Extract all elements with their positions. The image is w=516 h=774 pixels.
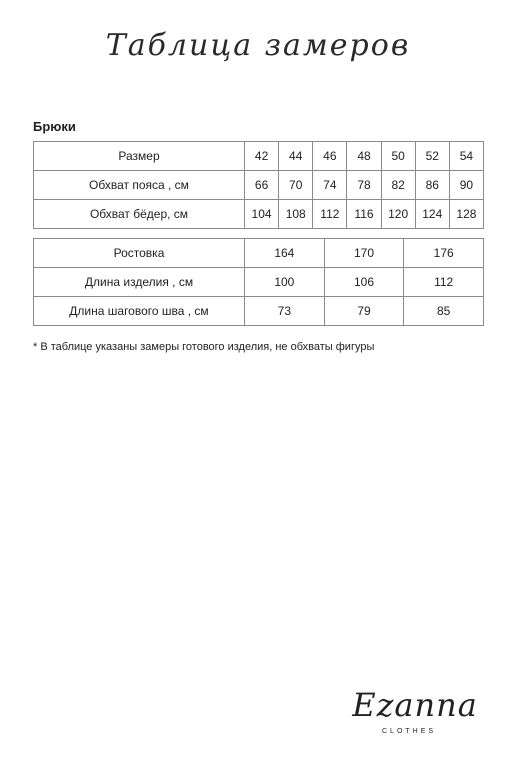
brand-subtitle: CLOTHES: [382, 728, 437, 735]
table-cell: 85: [404, 297, 484, 326]
table-cell: 42: [245, 142, 279, 171]
footnote: * В таблице указаны замеры готового изделия, не обхваты фигуры: [33, 341, 375, 353]
page-title: Таблица замеров: [105, 28, 411, 63]
table-row: [34, 200, 484, 229]
brand-logo: [340, 686, 490, 746]
table-cell: 112: [404, 268, 484, 297]
table-cell: 86: [415, 171, 449, 200]
table-row: [34, 171, 484, 200]
table-row: [34, 297, 484, 326]
table-cell: 82: [381, 171, 415, 200]
table-cell: 78: [347, 171, 381, 200]
table-cell: 52: [415, 142, 449, 171]
table-cell: 120: [381, 200, 415, 229]
table-cell: 108: [279, 200, 313, 229]
table-cell: 176: [404, 239, 484, 268]
table-row: [34, 142, 484, 171]
row-label: Длина шагового шва , см: [34, 297, 245, 326]
table-cell: 112: [313, 200, 347, 229]
row-label: Размер: [34, 142, 245, 171]
table-cell: 66: [245, 171, 279, 200]
table-cell: 46: [313, 142, 347, 171]
table-cell: 128: [449, 200, 483, 229]
brand-name: Ezanna: [352, 686, 478, 724]
table-cell: 164: [245, 239, 325, 268]
table-cell: 44: [279, 142, 313, 171]
table-cell: 116: [347, 200, 381, 229]
row-label: Обхват бёдер, см: [34, 200, 245, 229]
table-cell: 70: [279, 171, 313, 200]
table-cell: 74: [313, 171, 347, 200]
table-row: [34, 239, 484, 268]
length-table: [33, 238, 484, 326]
table-cell: 50: [381, 142, 415, 171]
table-cell: 104: [245, 200, 279, 229]
row-label: Длина изделия , см: [34, 268, 245, 297]
table-cell: 48: [347, 142, 381, 171]
row-label: Ростовка: [34, 239, 245, 268]
table-row: [34, 268, 484, 297]
row-label: Обхват пояса , см: [34, 171, 245, 200]
size-table: [33, 141, 484, 229]
table-cell: 90: [449, 171, 483, 200]
table-cell: 54: [449, 142, 483, 171]
table-cell: 100: [245, 268, 325, 297]
table-cell: 73: [245, 297, 325, 326]
table-cell: 106: [324, 268, 404, 297]
table-cell: 170: [324, 239, 404, 268]
table-cell: 79: [324, 297, 404, 326]
table-cell: 124: [415, 200, 449, 229]
section-label: Брюки: [33, 119, 76, 134]
